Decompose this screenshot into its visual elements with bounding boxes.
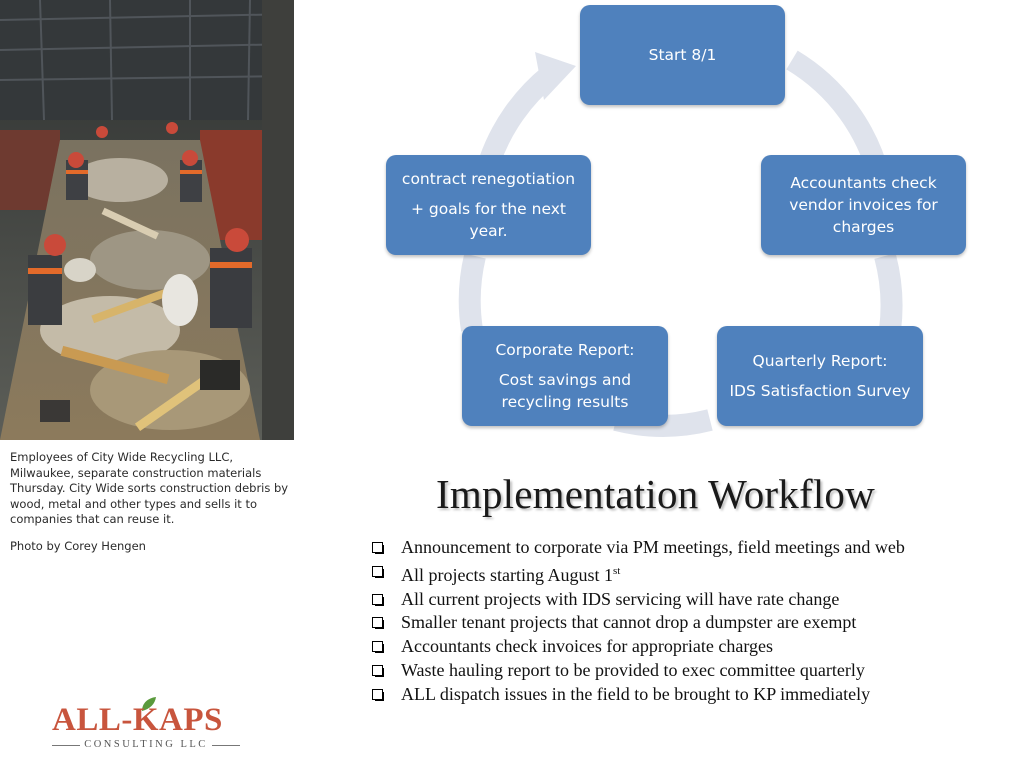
logo-subtitle: CONSULTING LLC — [84, 739, 208, 750]
list-item — [372, 588, 972, 612]
list-item-superscript: st — [612, 564, 621, 577]
list-item-text: ALL dispatch issues in the field to be brought to KP immediately — [401, 683, 871, 704]
list-item-text: Accountants check invoices for appropriate charges — [401, 636, 774, 657]
slide-title: Implementation Workflow — [436, 471, 875, 517]
step-text: Cost savings and recycling results — [498, 371, 632, 411]
list-item-text: All projects starting August 1 — [401, 564, 613, 585]
list-item — [372, 611, 972, 635]
cycle-step-start — [580, 5, 785, 105]
photo-credit: Photo by Corey Hengen — [10, 538, 146, 553]
all-kaps-logo — [52, 702, 242, 752]
photo-caption — [10, 450, 290, 554]
checkbox-bullet-icon — [372, 542, 383, 553]
list-item-text: All current projects with IDS servicing will have rate change — [401, 588, 840, 609]
cycle-step-quarterly-report — [717, 326, 923, 426]
workflow-cycle-diagram — [380, 0, 980, 450]
list-item — [372, 635, 972, 659]
step-text: Start 8/1 — [648, 46, 717, 64]
checkbox-bullet-icon — [372, 641, 383, 652]
step-text: IDS Satisfaction Survey — [729, 382, 911, 400]
cycle-step-contract-renegotiation — [386, 155, 591, 255]
checkbox-bullet-icon — [372, 689, 383, 700]
list-item — [372, 536, 972, 560]
checkbox-bullet-icon — [372, 594, 383, 605]
list-item-text: Waste hauling report to be provided to exec committee quarterly — [401, 659, 865, 680]
list-item — [372, 560, 972, 588]
recycling-photo-image — [0, 0, 294, 440]
list-item — [372, 659, 972, 683]
caption-text: Employees of City Wide Recycling LLC, Milwaukee, separate construction materials Thursday. City Wide sorts construction debris by wood, metal and other types and sells it to companies that can reuse it. — [10, 450, 289, 526]
step-heading: contract renegotiation — [401, 170, 576, 188]
step-text: Accountants check vendor invoices for charges — [789, 174, 938, 236]
logo-name: ALL-KAPS — [52, 702, 223, 738]
step-text: + goals for the next year. — [411, 200, 566, 240]
checkbox-bullet-icon — [372, 566, 383, 577]
cycle-step-corporate-report — [462, 326, 668, 426]
recycling-photo — [0, 0, 294, 440]
checkbox-bullet-icon — [372, 665, 383, 676]
cycle-step-accountants — [761, 155, 966, 255]
logo-divider-right — [212, 745, 240, 746]
workflow-bullet-list — [372, 536, 972, 707]
step-heading: Quarterly Report: — [752, 352, 888, 370]
checkbox-bullet-icon — [372, 617, 383, 628]
step-heading: Corporate Report: — [495, 341, 635, 359]
list-item-text: Smaller tenant projects that cannot drop a dumpster are exempt — [401, 612, 857, 633]
list-item — [372, 683, 972, 707]
list-item-text: Announcement to corporate via PM meetings, field meetings and web — [401, 537, 905, 557]
